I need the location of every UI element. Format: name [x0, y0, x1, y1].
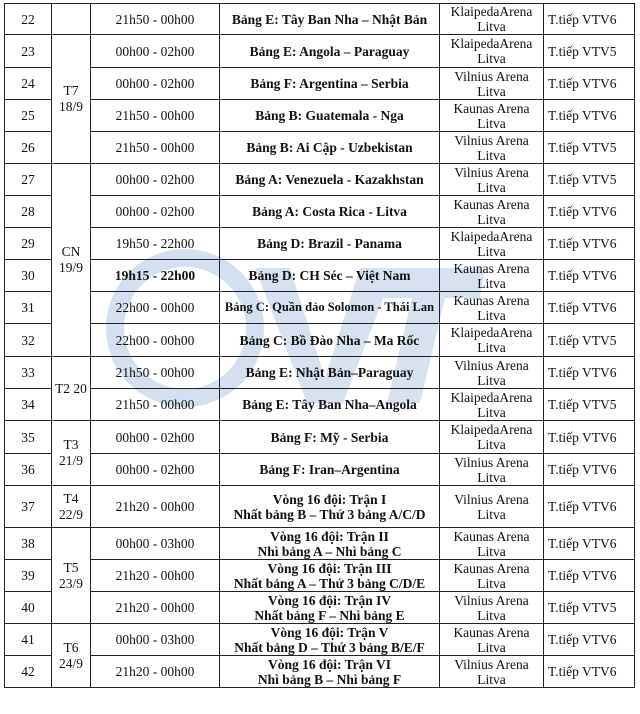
table-row: [5, 624, 635, 656]
match-description-line: Vòng 16 đội: Trận II: [270, 528, 389, 544]
venue-cell: [440, 592, 544, 624]
broadcast-channel-cell: T.tiếp VTV5: [544, 389, 635, 421]
venue-line: Kaunas Arena: [453, 624, 530, 640]
schedule-table-body: [5, 4, 635, 688]
match-description-line: Bảng B: Guatemala - Nga: [255, 108, 404, 123]
match-day-label: 21/9: [58, 453, 83, 468]
match-time-cell: 19h50 - 22h00: [91, 228, 220, 260]
venue-cell: [440, 389, 544, 421]
venue-line: Litva: [477, 543, 506, 559]
match-description-line: Vòng 16 đội: Trận I: [272, 491, 387, 507]
venue-line: Vilnius Arena: [454, 491, 529, 507]
match-description-cell: [220, 164, 440, 196]
table-row: [5, 421, 635, 454]
match-description-line: Vòng 16 đội: Trận III: [267, 560, 392, 576]
match-number-cell: 26: [5, 132, 52, 164]
match-number-cell: 33: [5, 357, 52, 389]
match-day-label: 23/9: [58, 575, 83, 591]
match-number-cell: 35: [5, 421, 52, 454]
venue-cell: [440, 486, 544, 528]
venue-line: Kaunas Arena: [453, 292, 530, 308]
venue-line: Litva: [477, 671, 506, 687]
match-description-line: Nhất bảng A – Thứ 3 bảng C/D/E: [233, 575, 426, 591]
broadcast-channel-cell: T.tiếp VTV6: [544, 624, 635, 656]
match-day-label: 19/9: [58, 260, 83, 275]
match-description-line: Bảng E: Tây Ban Nha – Nhật Bản: [231, 11, 428, 27]
table-row: [5, 389, 635, 421]
match-day-label: 18/9: [58, 99, 83, 114]
match-time-cell: 21h50 - 00h00: [91, 389, 220, 421]
match-day-label: T5: [63, 559, 79, 575]
match-description-line: Bảng C: Quần đảo Solomon - Thái Lan: [224, 300, 435, 314]
table-row: [5, 560, 635, 592]
match-time-cell: 00h00 - 02h00: [91, 164, 220, 196]
table-row: [5, 357, 635, 389]
venue-line: Litva: [477, 340, 506, 355]
table-row: [5, 486, 635, 528]
venue-line: Litva: [477, 275, 506, 291]
venue-line: Litva: [477, 211, 506, 227]
broadcast-channel-cell: T.tiếp VTV5: [544, 35, 635, 68]
venue-line: Litva: [477, 179, 506, 195]
table-row: [5, 100, 635, 132]
venue-line: KlaipedaArena: [450, 36, 533, 51]
match-number-cell: 36: [5, 454, 52, 486]
match-time-cell: 21h50 - 00h00: [91, 100, 220, 132]
match-day-cell: [52, 35, 91, 164]
match-day-label: T3: [63, 437, 79, 452]
venue-line: Litva: [477, 243, 506, 259]
match-description-line: Nhì bảng A – Nhì bảng C: [257, 543, 402, 559]
match-number-cell: 39: [5, 560, 52, 592]
broadcast-channel-cell: T.tiếp VTV6: [544, 656, 635, 688]
table-row: [5, 292, 635, 324]
table-row: [5, 528, 635, 560]
venue-line: Litva: [477, 469, 506, 485]
venue-cell: [440, 260, 544, 292]
broadcast-channel-cell: T.tiếp VTV5: [544, 324, 635, 357]
venue-line: Kaunas Arena: [453, 196, 530, 212]
match-number-cell: 37: [5, 486, 52, 528]
match-day-label: T7: [63, 83, 79, 98]
match-time-cell: 21h50 - 00h00: [91, 357, 220, 389]
match-description-cell: [220, 35, 440, 68]
match-number-cell: 40: [5, 592, 52, 624]
venue-cell: [440, 100, 544, 132]
match-description-cell: [220, 560, 440, 592]
match-number-cell: 22: [5, 4, 52, 35]
match-time-cell: 00h00 - 02h00: [91, 421, 220, 454]
venue-line: Vilnius Arena: [454, 68, 529, 84]
venue-line: Vilnius Arena: [454, 357, 529, 373]
match-day-label: 22/9: [58, 506, 83, 522]
match-description-cell: [220, 196, 440, 228]
match-day-label: 24/9: [58, 655, 83, 671]
table-row: [5, 592, 635, 624]
match-day-label: T4: [63, 490, 79, 506]
venue-cell: [440, 196, 544, 228]
venue-line: Litva: [477, 51, 506, 66]
match-description-line: Bảng D: Brazil - Panama: [257, 236, 402, 251]
broadcast-channel-cell: T.tiếp VTV6: [544, 357, 635, 389]
venue-line: Kaunas Arena: [453, 560, 530, 576]
match-number-cell: 24: [5, 68, 52, 100]
match-description-line: Bảng A: Venezuela - Kazakhstan: [235, 172, 424, 187]
venue-line: Litva: [477, 115, 506, 131]
match-description-cell: [220, 4, 440, 35]
match-description-cell: [220, 389, 440, 421]
venue-line: Vilnius Arena: [454, 592, 529, 608]
match-number-cell: 27: [5, 164, 52, 196]
venue-line: Vilnius Arena: [454, 164, 529, 180]
venue-cell: [440, 324, 544, 357]
match-time-cell: 00h00 - 03h00: [91, 528, 220, 560]
venue-cell: [440, 228, 544, 260]
match-description-line: Bảng D: CH Séc – Việt Nam: [248, 268, 411, 283]
broadcast-channel-cell: T.tiếp VTV6: [544, 4, 635, 35]
broadcast-channel-cell: T.tiếp VTV5: [544, 132, 635, 164]
venue-cell: [440, 560, 544, 592]
match-description-line: Vòng 16 đội: Trận V: [270, 624, 389, 640]
match-time-cell: 22h00 - 00h00: [91, 292, 220, 324]
venue-cell: [440, 528, 544, 560]
venue-line: Kaunas Arena: [453, 100, 530, 116]
table-row: [5, 228, 635, 260]
match-description-line: Vòng 16 đội: Trận IV: [267, 592, 392, 608]
venue-line: KlaipedaArena: [450, 325, 533, 340]
match-description-line: Nhì bảng B – Nhì bảng F: [257, 671, 402, 687]
venue-line: KlaipedaArena: [450, 389, 533, 405]
match-time-cell: 00h00 - 02h00: [91, 454, 220, 486]
match-number-cell: 31: [5, 292, 52, 324]
match-description-line: Nhất bảng D – Thứ 3 bảng B/E/F: [234, 639, 425, 655]
match-day-cell: [52, 4, 91, 35]
match-number-cell: 38: [5, 528, 52, 560]
broadcast-channel-cell: T.tiếp VTV6: [544, 454, 635, 486]
broadcast-channel-cell: T.tiếp VTV6: [544, 560, 635, 592]
venue-line: Litva: [477, 575, 506, 591]
match-description-cell: [220, 68, 440, 100]
venue-cell: [440, 68, 544, 100]
broadcast-channel-cell: T.tiếp VTV6: [544, 260, 635, 292]
match-time-cell: 21h20 - 00h00: [91, 656, 220, 688]
match-number-cell: 41: [5, 624, 52, 656]
broadcast-channel-cell: T.tiếp VTV6: [544, 292, 635, 324]
venue-cell: [440, 454, 544, 486]
match-number-cell: 28: [5, 196, 52, 228]
schedule-table: [4, 3, 635, 688]
match-description-line: Bảng B: Ai Cập - Uzbekistan: [246, 140, 413, 155]
match-description-cell: [220, 228, 440, 260]
match-number-cell: 30: [5, 260, 52, 292]
match-day-label: CN: [61, 244, 81, 259]
match-description-cell: [220, 357, 440, 389]
match-day-label: T2 20: [55, 380, 87, 396]
venue-line: Litva: [477, 404, 506, 420]
match-day-cell: [52, 421, 91, 486]
table-row: [5, 68, 635, 100]
venue-cell: [440, 421, 544, 454]
broadcast-channel-cell: T.tiếp VTV6: [544, 228, 635, 260]
table-row: [5, 656, 635, 688]
venue-line: Litva: [477, 639, 506, 655]
match-time-cell: 00h00 - 03h00: [91, 624, 220, 656]
match-description-line: Nhất bảng B – Thứ 3 bảng A/C/D: [233, 506, 426, 522]
venue-line: Kaunas Arena: [453, 528, 530, 544]
match-time-cell: 22h00 - 00h00: [91, 324, 220, 357]
match-number-cell: 29: [5, 228, 52, 260]
match-day-cell: [52, 164, 91, 357]
venue-line: Litva: [477, 19, 506, 34]
table-row: [5, 4, 635, 35]
match-description-cell: [220, 486, 440, 528]
table-row: [5, 260, 635, 292]
match-description-cell: [220, 100, 440, 132]
match-time-cell: 21h20 - 00h00: [91, 560, 220, 592]
match-description-cell: [220, 324, 440, 357]
venue-line: Vilnius Arena: [454, 132, 529, 148]
venue-line: Litva: [477, 307, 506, 323]
venue-cell: [440, 164, 544, 196]
match-description-line: Bảng F: Iran–Argentina: [259, 462, 400, 477]
match-description-cell: [220, 656, 440, 688]
venue-cell: [440, 656, 544, 688]
venue-line: KlaipedaArena: [450, 228, 533, 244]
venue-line: Litva: [477, 372, 506, 388]
venue-cell: [440, 357, 544, 389]
table-row: [5, 324, 635, 357]
match-number-cell: 42: [5, 656, 52, 688]
broadcast-channel-cell: T.tiếp VTV5: [544, 592, 635, 624]
match-description-cell: [220, 292, 440, 324]
match-description-cell: [220, 454, 440, 486]
match-description-cell: [220, 421, 440, 454]
venue-line: KlaipedaArena: [450, 422, 533, 437]
match-description-line: Bảng C: Bồ Đào Nha – Ma Rốc: [239, 332, 420, 348]
match-number-cell: 25: [5, 100, 52, 132]
table-row: [5, 196, 635, 228]
match-description-cell: [220, 132, 440, 164]
match-day-cell: [52, 624, 91, 688]
table-row: [5, 454, 635, 486]
match-description-line: Bảng A: Costa Rica - Litva: [252, 204, 407, 219]
match-description-cell: [220, 260, 440, 292]
match-day-cell: [52, 528, 91, 624]
venue-cell: [440, 292, 544, 324]
match-day-cell: [52, 486, 91, 528]
match-day-cell: [52, 357, 91, 421]
broadcast-channel-cell: T.tiếp VTV6: [544, 100, 635, 132]
venue-line: Litva: [477, 607, 506, 623]
match-time-cell: 21h50 - 00h00: [91, 4, 220, 35]
match-description-line: Bảng F: Argentina – Serbia: [250, 76, 409, 91]
match-time-cell: 00h00 - 02h00: [91, 196, 220, 228]
match-description-cell: [220, 528, 440, 560]
venue-cell: [440, 624, 544, 656]
match-time-cell: 21h20 - 00h00: [91, 486, 220, 528]
match-description-cell: [220, 624, 440, 656]
venue-line: Litva: [477, 147, 506, 163]
broadcast-channel-cell: T.tiếp VTV6: [544, 486, 635, 528]
match-time-cell: 19h15 - 22h00: [91, 260, 220, 292]
match-description-line: Bảng E: Nhật Bản–Paraguay: [245, 365, 414, 380]
match-description-line: Bảng E: Angola – Paraguay: [249, 43, 410, 59]
match-number-cell: 34: [5, 389, 52, 421]
match-description-line: Bảng E: Tây Ban Nha–Angola: [242, 397, 417, 412]
match-time-cell: 00h00 - 02h00: [91, 68, 220, 100]
match-time-cell: 21h50 - 00h00: [91, 132, 220, 164]
venue-line: Litva: [477, 506, 506, 522]
match-description-line: Nhất bảng F – Nhì bảng E: [254, 607, 405, 623]
table-row: [5, 35, 635, 68]
venue-line: Litva: [477, 83, 506, 99]
broadcast-channel-cell: T.tiếp VTV6: [544, 528, 635, 560]
table-row: [5, 132, 635, 164]
broadcast-channel-cell: T.tiếp VTV6: [544, 196, 635, 228]
broadcast-channel-cell: T.tiếp VTV6: [544, 421, 635, 454]
table-row: [5, 164, 635, 196]
venue-line: Kaunas Arena: [453, 260, 530, 276]
match-time-cell: 00h00 - 02h00: [91, 35, 220, 68]
broadcast-channel-cell: T.tiếp VTV6: [544, 68, 635, 100]
match-number-cell: 23: [5, 35, 52, 68]
venue-cell: [440, 132, 544, 164]
match-description-line: Vòng 16 đội: Trận VI: [267, 656, 392, 672]
match-day-label: T6: [63, 639, 79, 655]
venue-line: Vilnius Arena: [454, 454, 529, 470]
match-description-line: Bảng F: Mỹ - Serbia: [270, 429, 389, 445]
venue-line: Vilnius Arena: [454, 656, 529, 672]
broadcast-channel-cell: T.tiếp VTV5: [544, 164, 635, 196]
venue-cell: [440, 4, 544, 35]
match-description-cell: [220, 592, 440, 624]
venue-line: KlaipedaArena: [450, 4, 533, 19]
venue-cell: [440, 35, 544, 68]
match-time-cell: 21h20 - 00h00: [91, 592, 220, 624]
match-number-cell: 32: [5, 324, 52, 357]
venue-line: Litva: [477, 437, 506, 452]
